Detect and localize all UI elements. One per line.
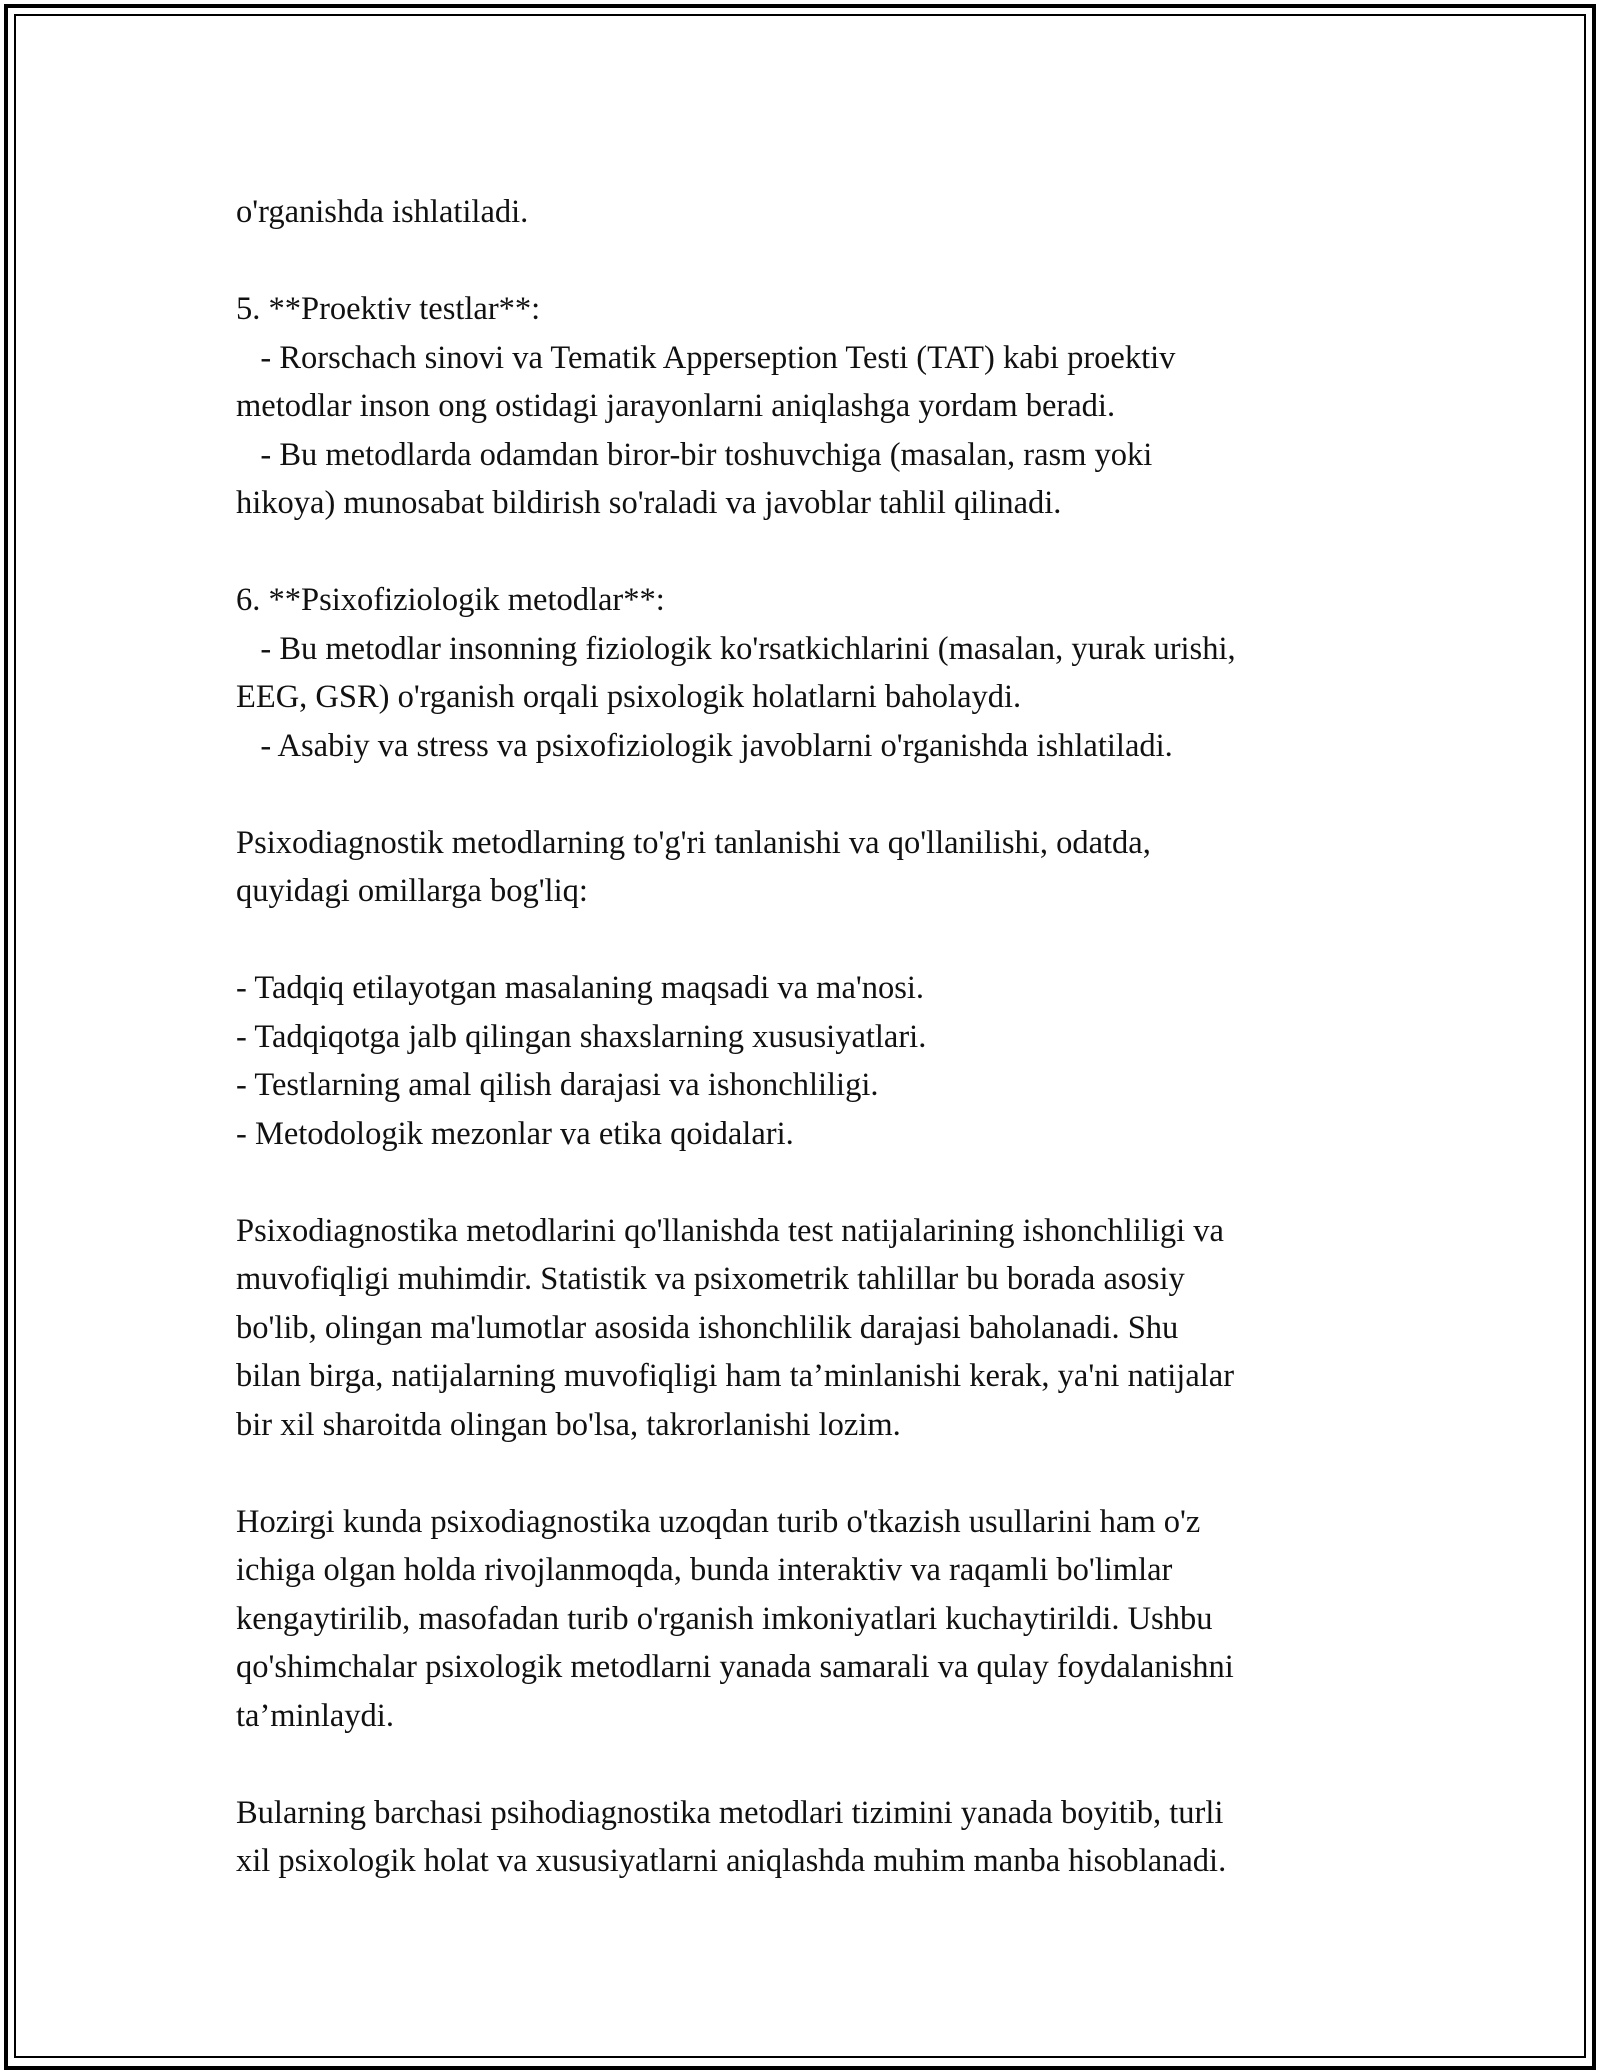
- paragraph-continuation: [236, 188, 1386, 237]
- text-line: Psixodiagnostika metodlarini qo'llanishda test natijalarining ishonchliligi va: [236, 1212, 1224, 1249]
- list-item: - Testlarning amal qilish darajasi va ishonchliligi.: [236, 1067, 879, 1103]
- paragraph-gap: [236, 528, 1386, 577]
- paragraph-remote-diagnostics: [236, 1498, 1386, 1741]
- text-line: - Rorschach sinovi va Tematik Apperseption Testi (TAT) kabi proektiv: [236, 339, 1176, 376]
- text-line: Psixodiagnostik metodlarning to'g'ri tanlanishi va qo'llanilishi, odatda,: [236, 824, 1151, 861]
- paragraph-gap: [236, 1449, 1386, 1498]
- paragraph-gap: [236, 916, 1386, 965]
- paragraph-gap: [236, 770, 1386, 819]
- text-line: bir xil sharoitda olingan bo'lsa, takrorlanishi lozim.: [236, 1406, 901, 1443]
- paragraph-gap: [236, 1740, 1386, 1789]
- text-line: - Bu metodlarda odamdan biror-bir toshuvchiga (masalan, rasm yoki: [236, 436, 1153, 473]
- text-line: xil psixologik holat va xususiyatlarni aniqlashda muhim manba hisoblanadi.: [236, 1843, 1227, 1879]
- paragraph-reliability: [236, 1207, 1386, 1450]
- list-item-proektiv-testlar: [236, 285, 1386, 528]
- text-line: qo'shimchalar psixologik metodlarni yanada samarali va qulay foydalanishni: [236, 1649, 1234, 1685]
- text-line: muvofiqligi muhimdir. Statistik va psixometrik tahlillar bu borada asosiy: [236, 1261, 1185, 1297]
- item-heading: 6. **Psixofiziologik metodlar**:: [236, 582, 665, 618]
- text-line: bilan birga, natijalarning muvofiqligi ham ta’minlanishi kerak, ya'ni natijalar: [236, 1358, 1235, 1394]
- list-item: - Tadqiq etilayotgan masalaning maqsadi va ma'nosi.: [236, 970, 925, 1006]
- text-line: - Asabiy va stress va psixofiziologik javoblarni o'rganishda ishlatiladi.: [236, 727, 1173, 764]
- text-line: hikoya) munosabat bildirish so'raladi va javoblar tahlil qilinadi.: [236, 485, 1062, 521]
- text-line: o'rganishda ishlatiladi.: [236, 194, 529, 230]
- text-line: Bularning barchasi psihodiagnostika metodlari tizimini yanada boyitib, turli: [236, 1794, 1224, 1831]
- paragraph-factors-intro: [236, 819, 1386, 916]
- text-line: ichiga olgan holda rivojlanmoqda, bunda interaktiv va raqamli bo'limlar: [236, 1552, 1173, 1588]
- text-line: EEG, GSR) o'rganish orqali psixologik holatlarni baholaydi.: [236, 679, 1022, 715]
- paragraph-gap: [236, 237, 1386, 286]
- text-line: bo'lib, olingan ma'lumotlar asosida ishonchlilik darajasi baholanadi. Shu: [236, 1309, 1179, 1346]
- list-item: - Metodologik mezonlar va etika qoidalari.: [236, 1115, 794, 1152]
- text-line: metodlar inson ong ostidagi jarayonlarni aniqlashga yordam beradi.: [236, 388, 1116, 424]
- item-heading: 5. **Proektiv testlar**:: [236, 291, 541, 327]
- list-item: - Tadqiqotga jalb qilingan shaxslarning xususiyatlari.: [236, 1018, 927, 1055]
- document-body: [236, 188, 1386, 1886]
- list-item-psixofiziologik-metodlar: [236, 576, 1386, 770]
- text-line: Hozirgi kunda psixodiagnostika uzoqdan turib o'tkazish usullarini ham o'z: [236, 1503, 1201, 1540]
- paragraph-gap: [236, 1158, 1386, 1207]
- text-line: ta’minlaydi.: [236, 1697, 394, 1734]
- text-line: quyidagi omillarga bog'liq:: [236, 873, 588, 909]
- text-line: - Bu metodlar insonning fiziologik ko'rsatkichlarini (masalan, yurak urishi,: [236, 630, 1236, 667]
- paragraph-conclusion: [236, 1789, 1386, 1886]
- text-line: kengaytirilib, masofadan turib o'rganish imkoniyatlari kuchaytirildi. Ushbu: [236, 1600, 1213, 1637]
- factors-list: [236, 964, 1386, 1158]
